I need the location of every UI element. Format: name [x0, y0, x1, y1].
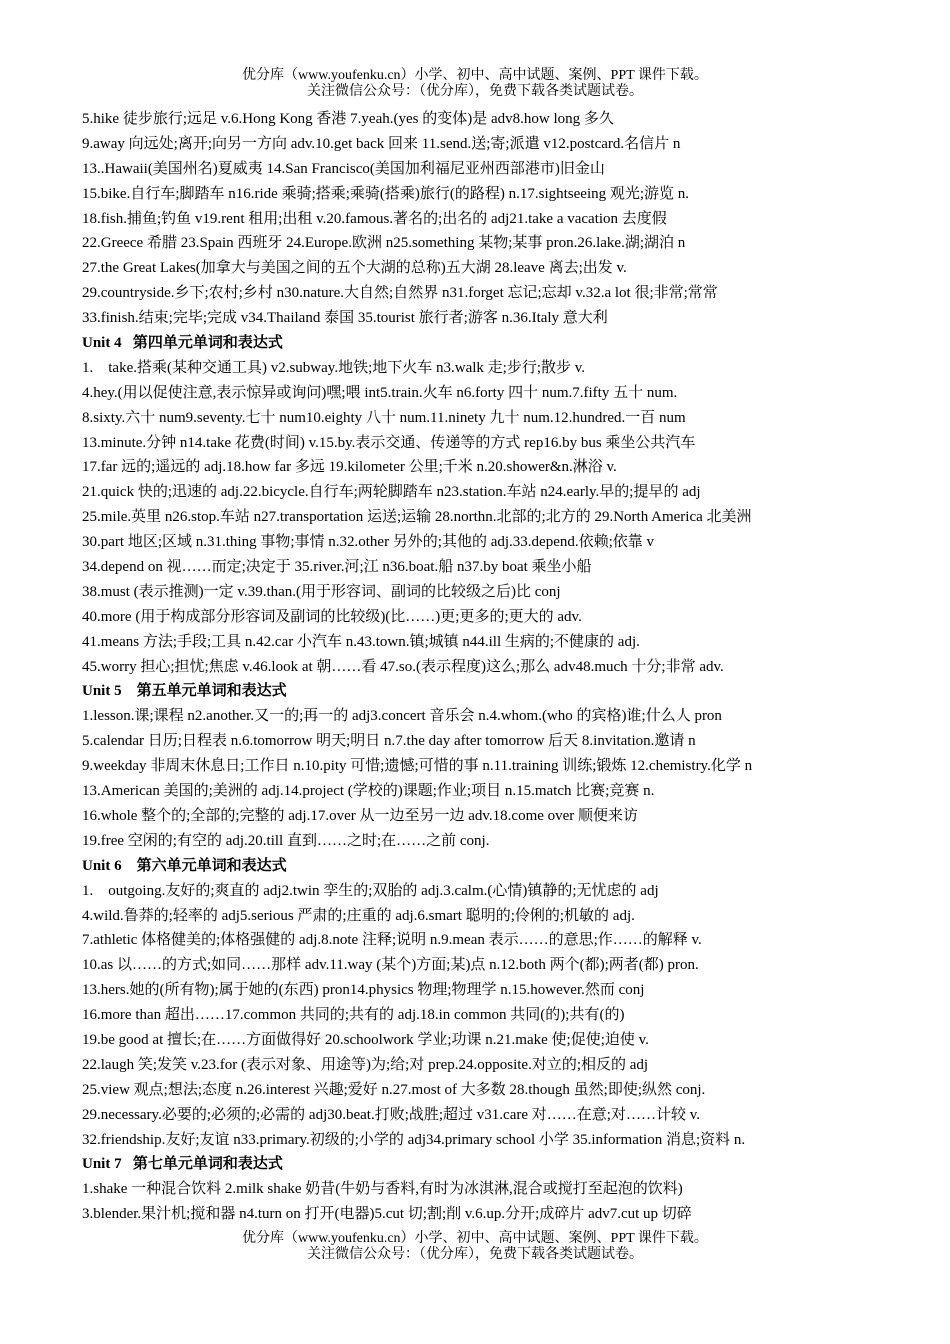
- footer-line-1: 优分库（www.youfenku.cn）小学、初中、高中试题、案例、PPT 课件下载。: [242, 1231, 708, 1246]
- vocab-line: 7.athletic 体格健美的;体格强健的 adj.8.note 注释;说明 n.9.mean 表示……的意思;作……的解释 v.: [82, 932, 702, 949]
- footer-line-2: 关注微信公众号：（优分库），免费下载各类试题试卷。: [307, 1247, 643, 1262]
- vocab-line: 15.bike.自行车;脚踏车 n16.ride 乘骑;搭乘;乘骑(搭乘)旅行(的路程) n.17.sightseeing 观光;游览 n.: [82, 185, 690, 202]
- vocab-line: 4.hey.(用以促使注意,表示惊异或询问)嘿;喂 int5.train.火车 n6.forty 四十 num.7.fifty 五十 num.: [82, 384, 678, 401]
- vocab-line: 13.American 美国的;美洲的 adj.14.project (学校的)课题;作业;项目 n.15.match 比赛;竞赛 n.: [82, 783, 655, 800]
- document-body: [82, 107, 942, 1227]
- vocab-line: 25.view 观点;想法;态度 n.26.interest 兴趣;爱好 n.27.most of 大多数 28.though 虽然;即使;纵然 conj.: [82, 1081, 706, 1098]
- unit-heading: Unit 6 第六单元单词和表达式: [82, 857, 287, 874]
- vocab-line: 30.part 地区;区域 n.31.thing 事物;事情 n.32.other 另外的;其他的 adj.33.depend.依赖;依靠 v: [82, 534, 655, 551]
- unit-heading: Unit 4 第四单元单词和表达式: [82, 335, 283, 352]
- vocab-line: 4.wild.鲁莽的;轻率的 adj5.serious 严肃的;庄重的 adj.6.smart 聪明的;伶俐的;机敏的 adj.: [82, 907, 635, 924]
- page-header: [0, 68, 950, 100]
- header-line-2: 关注微信公众号：（优分库），免费下载各类试题试卷。: [307, 84, 643, 99]
- vocab-line: 40.more (用于构成部分形容词及副词的比较级)(比……)更;更多的;更大的 adv.: [82, 608, 582, 625]
- vocab-line: 38.must (表示推测)一定 v.39.than.(用于形容词、副词的比较级之后)比 conj: [82, 583, 561, 600]
- vocab-line: 33.finish.结束;完毕;完成 v34.Thailand 泰国 35.tourist 旅行者;游客 n.36.Italy 意大利: [82, 310, 608, 327]
- vocab-line: 13.minute.分钟 n14.take 花费(时间) v.15.by.表示交通、传递等的方式 rep16.by bus 乘坐公共汽车: [82, 434, 696, 451]
- vocab-line: 1.lesson.课;课程 n2.another.又一的;再一的 adj3.concert 音乐会 n.4.whom.(who 的宾格)谁;什么人 pron: [82, 708, 722, 725]
- vocab-line: 22.laugh 笑;发笑 v.23.for (表示对象、用途等)为;给;对 prep.24.opposite.对立的;相反的 adj: [82, 1056, 649, 1073]
- vocab-line: 18.fish.捕鱼;钓鱼 v19.rent 租用;出租 v.20.famous.著名的;出名的 adj21.take a vacation 去度假: [82, 210, 667, 227]
- vocab-line: 19.be good at 擅长;在……方面做得好 20.schoolwork 学业;功课 n.21.make 使;促使;迫使 v.: [82, 1031, 649, 1048]
- vocab-line: 32.friendship.友好;友谊 n33.primary.初级的;小学的 adj34.primary school 小学 35.information 消息;资料 n.: [82, 1131, 746, 1148]
- vocab-line: 34.depend on 视……而定;决定于 35.river.河;江 n36.boat.船 n37.by boat 乘坐小船: [82, 559, 592, 576]
- vocab-line: 29.countryside.乡下;农村;乡村 n30.nature.大自然;自然界 n31.forget 忘记;忘却 v.32.a lot 很;非常;常常: [82, 285, 718, 302]
- vocab-line: 9.weekday 非周末休息日;工作日 n.10.pity 可惜;遗憾;可惜的事 n.11.training 训练;锻炼 12.chemistry.化学 n: [82, 758, 753, 775]
- header-line-1: 优分库（www.youfenku.cn）小学、初中、高中试题、案例、PPT 课件下载。: [242, 68, 708, 83]
- unit-heading: Unit 7 第七单元单词和表达式: [82, 1156, 283, 1173]
- vocab-line: 29.necessary.必要的;必须的;必需的 adj30.beat.打败;战胜;超过 v31.care 对……在意;对……计较 v.: [82, 1106, 700, 1123]
- vocab-line: 5.calendar 日历;日程表 n.6.tomorrow 明天;明日 n.7.the day after tomorrow 后天 8.invitation.邀请 n: [82, 733, 696, 750]
- vocab-line: 27.the Great Lakes(加拿大与美国之间的五个大湖的总称)五大湖 28.leave 离去;出发 v.: [82, 260, 627, 277]
- vocab-line: 8.sixty.六十 num9.seventy.七十 num10.eighty 八十 num.11.ninety 九十 num.12.hundred.一百 num: [82, 409, 686, 426]
- vocab-line: 3.blender.果汁机;搅和器 n4.turn on 打开(电器)5.cut 切;割;削 v.6.up.分开;成碎片 adv7.cut up 切碎: [82, 1206, 692, 1223]
- vocab-line: 1. outgoing.友好的;爽直的 adj2.twin 孪生的;双胎的 adj.3.calm.(心情)镇静的;无忧虑的 adj: [82, 882, 659, 899]
- page-footer: [0, 1231, 950, 1263]
- vocab-line: 19.free 空闲的;有空的 adj.20.till 直到……之时;在……之前 conj.: [82, 832, 490, 849]
- vocab-line: 22.Greece 希腊 23.Spain 西班牙 24.Europe.欧洲 n25.something 某物;某事 pron.26.lake.湖;湖泊 n: [82, 235, 686, 252]
- unit-heading: Unit 5 第五单元单词和表达式: [82, 683, 287, 700]
- vocab-line: 41.means 方法;手段;工具 n.42.car 小汽车 n.43.town.镇;城镇 n44.ill 生病的;不健康的 adj.: [82, 633, 640, 650]
- vocab-line: 45.worry 担心;担忧;焦虑 v.46.look at 朝……看 47.so.(表示程度)这么;那么 adv48.much 十分;非常 adv.: [82, 658, 724, 675]
- vocab-line: 17.far 远的;遥远的 adj.18.how far 多远 19.kilometer 公里;千米 n.20.shower&n.淋浴 v.: [82, 459, 617, 476]
- vocab-line: 21.quick 快的;迅速的 adj.22.bicycle.自行车;两轮脚踏车 n23.station.车站 n24.early.早的;提早的 adj: [82, 484, 701, 501]
- vocab-line: 13..Hawaii(美国州名)夏威夷 14.San Francisco(美国加利福尼亚州西部港市)旧金山: [82, 160, 605, 177]
- vocab-line: 1. take.搭乘(某种交通工具) v2.subway.地铁;地下火车 n3.walk 走;步行;散步 v.: [82, 359, 586, 376]
- vocab-line: 9.away 向远处;离开;向另一方向 adv.10.get back 回来 11.send.送;寄;派遣 v12.postcard.名信片 n: [82, 135, 681, 152]
- vocab-line: 16.whole 整个的;全部的;完整的 adj.17.over 从一边至另一边 adv.18.come over 顺便来访: [82, 807, 639, 824]
- vocab-line: 10.as 以……的方式;如同……那样 adv.11.way (某个)方面;某)点 n.12.both 两个(都);两者(都) pron.: [82, 957, 699, 974]
- vocab-line: 5.hike 徒步旅行;远足 v.6.Hong Kong 香港 7.yeah.(yes 的变体)是 adv8.how long 多久: [82, 111, 614, 127]
- vocab-line: 25.mile.英里 n26.stop.车站 n27.transportation 运送;运输 28.northn.北部的;北方的 29.North America 北美洲: [82, 509, 752, 526]
- vocab-line: 16.more than 超出……17.common 共同的;共有的 adj.18.in common 共同(的);共有(的): [82, 1007, 625, 1024]
- vocab-line: 13.hers.她的(所有物);属于她的(东西) pron14.physics 物理;物理学 n.15.however.然而 conj: [82, 982, 645, 999]
- vocab-line: 1.shake 一种混合饮料 2.milk shake 奶昔(牛奶与香料,有时为冰淇淋,混合或搅打至起泡的饮料): [82, 1181, 683, 1198]
